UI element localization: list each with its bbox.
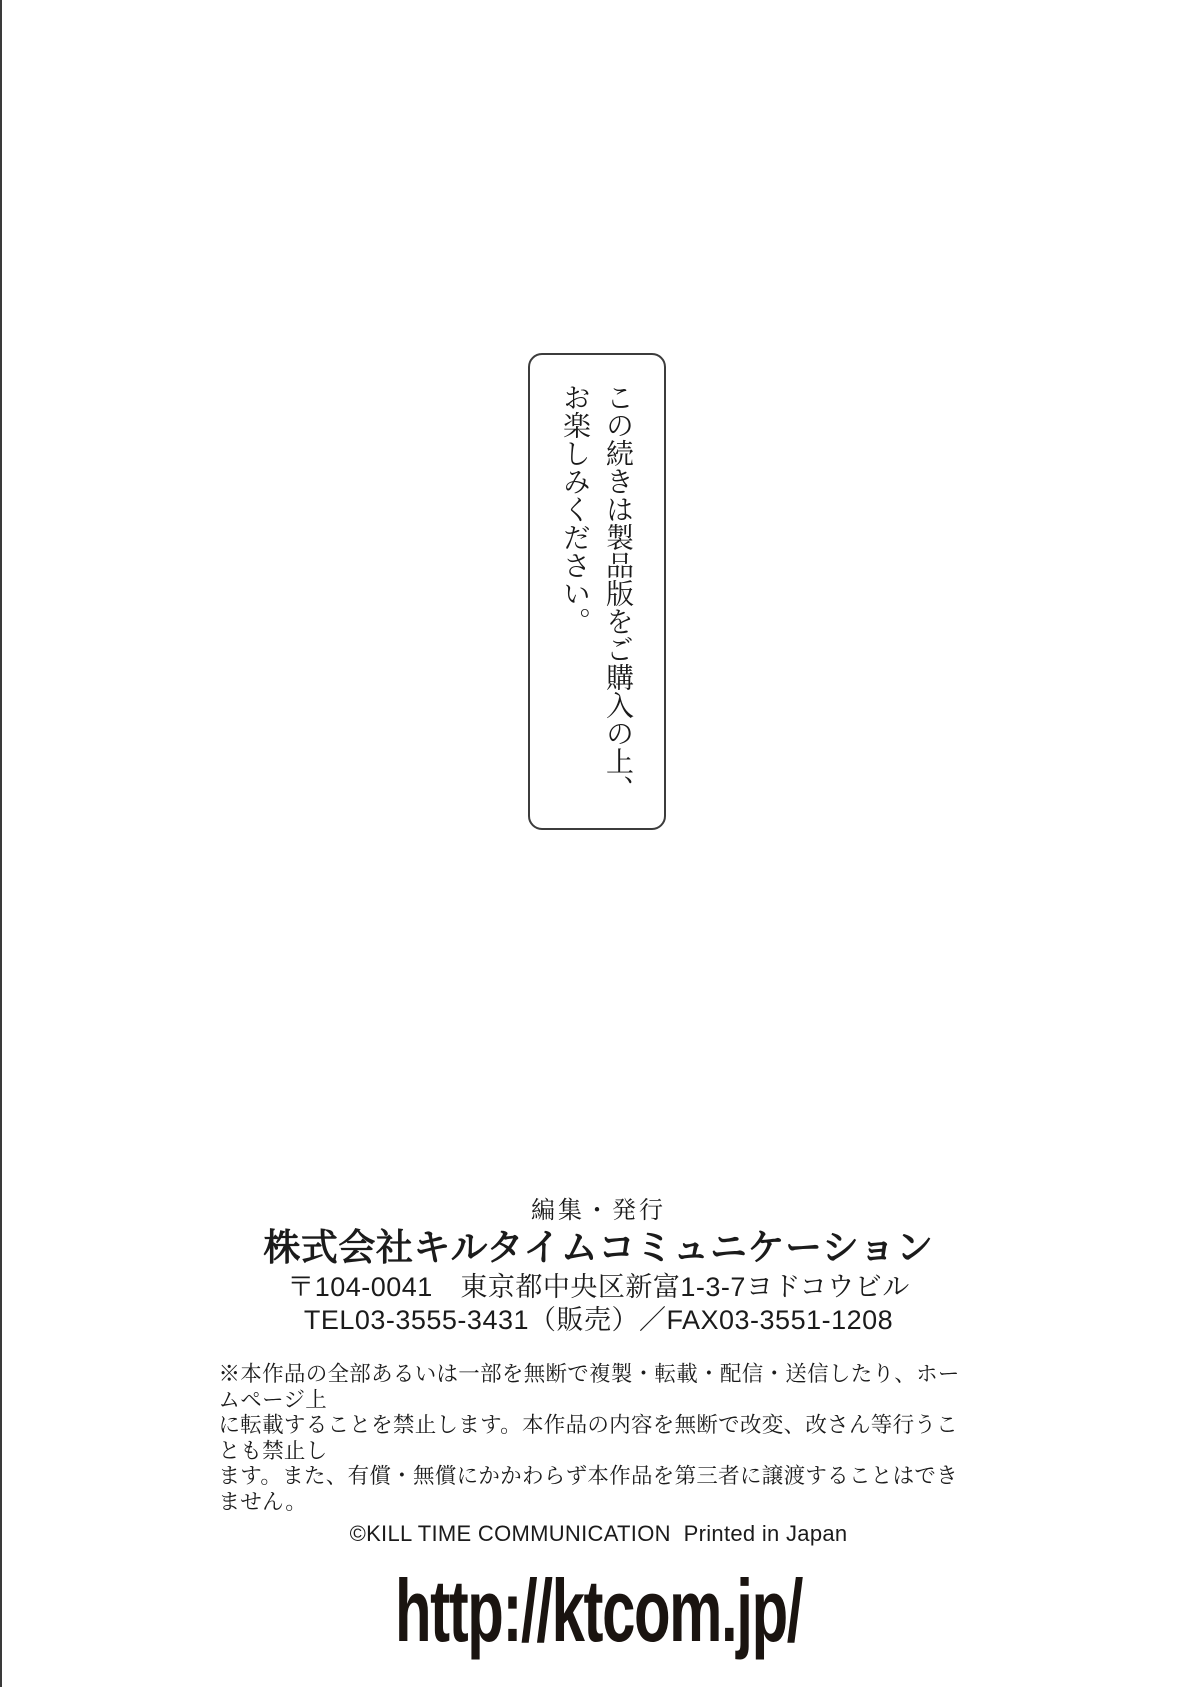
publisher-role-label: 編集・発行 [531,1197,666,1224]
copyright-notice: ©KILL TIME COMMUNICATION Printed in Japan [349,1521,848,1546]
purchase-notice-box [528,353,666,830]
copyright-disclaimer [219,1362,979,1515]
disclaimer-line-3: ます。また、有償・無償にかかわらず本作品を第三者に譲渡することはできません。 [218,1464,958,1514]
disclaimer-line-2: に転載することを禁止します。本作品の内容を無断で改変、改さん等行うことも禁止し [218,1413,958,1463]
publisher-website-url: http://ktcom.jp/ [394,1561,803,1660]
publisher-name: 株式会社キルタイムコミュニケーション [263,1227,934,1268]
colophon-block [0,1197,1197,1661]
notice-line-2: お楽しみください。 [559,383,592,635]
notice-line-1: この続きは製品版をご購入の上、 [602,383,635,803]
disclaimer-line-1: ※本作品の全部あるいは一部を無断で複製・転載・配信・送信したり、ホームページ上 [218,1362,960,1412]
publisher-tel-fax: TEL03-3555-3431（販売）／FAX03-3551-1208 [303,1305,894,1335]
publisher-address: 〒104-0041 東京都中央区新富1-3-7ヨドコウビル [287,1272,910,1302]
